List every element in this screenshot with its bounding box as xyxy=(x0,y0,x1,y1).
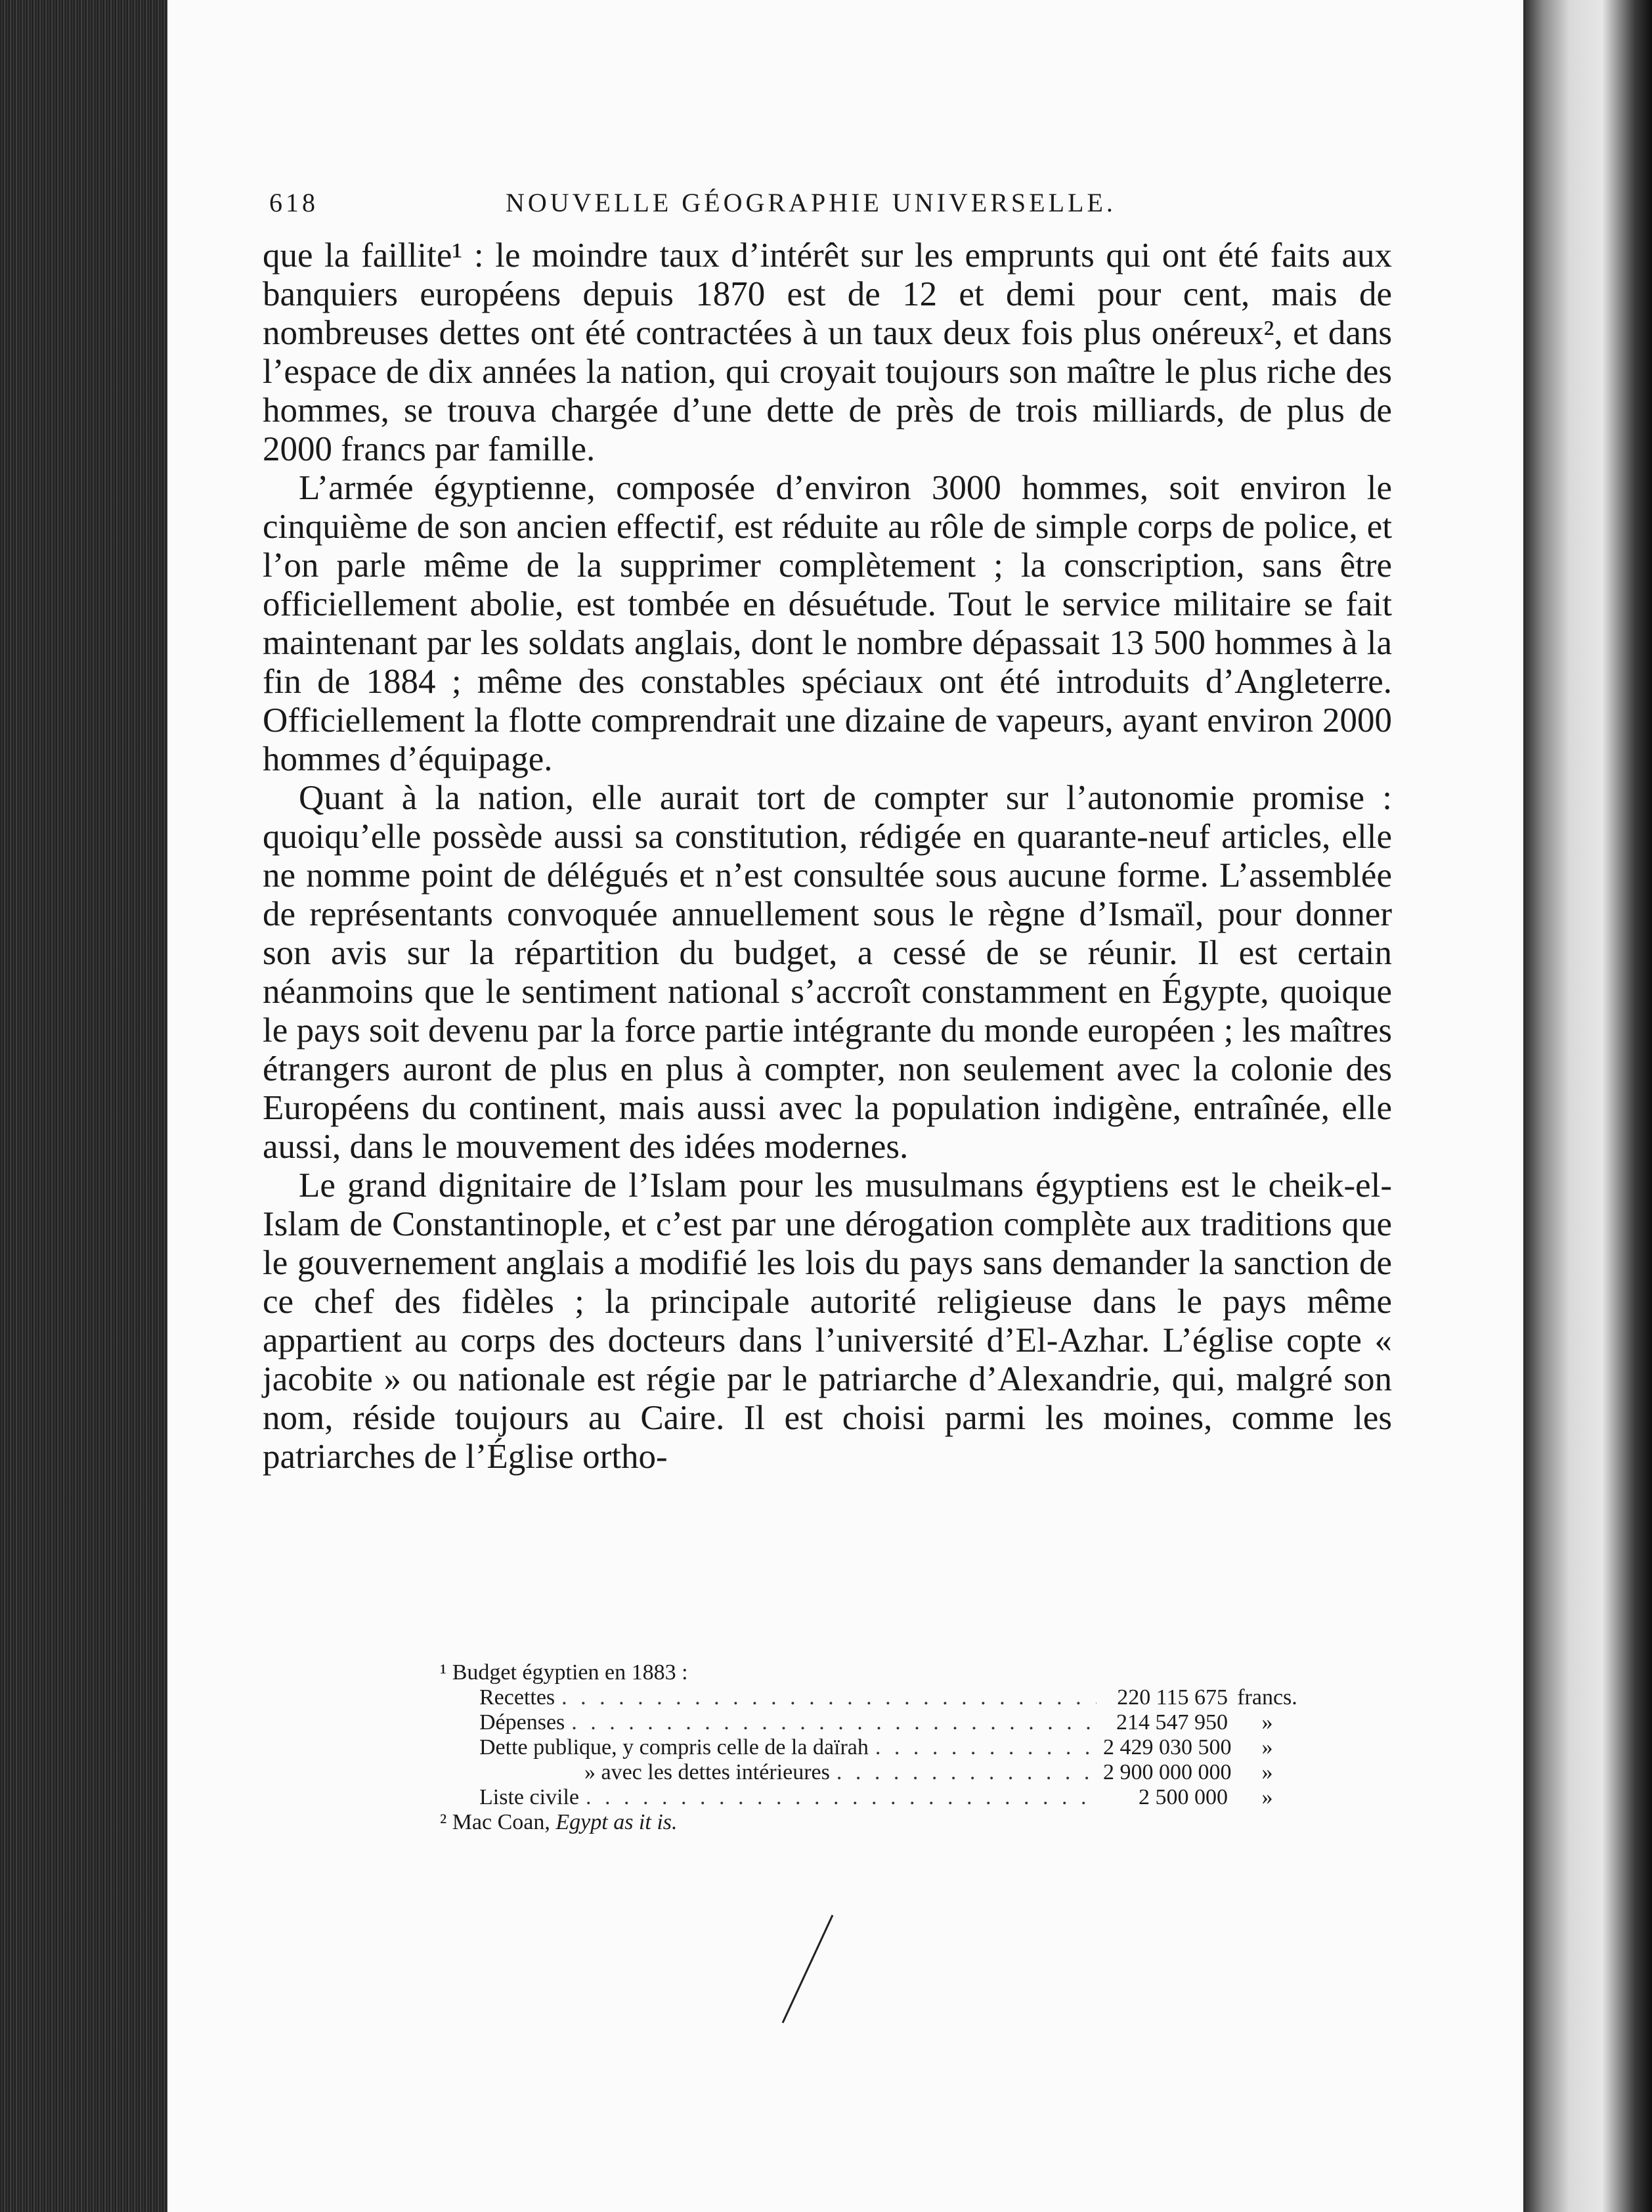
budget-amount: 2 500 000 xyxy=(1139,1785,1228,1809)
leader-dots xyxy=(561,1685,1097,1710)
footnote-marker: ² xyxy=(440,1810,447,1834)
budget-unit: » xyxy=(1261,1785,1273,1809)
paragraph: que la faillite¹ : le moindre taux d’intérêt sur les emprunts qui ont été faits aux banquiers européens depuis 1870 est de 12 et demi pour cent, mais de nombreuses dettes ont été contractées à un taux deux fois plus onéreux², et dans l’espace de dix années la nation, qui croyait toujours son maître le plus riche des hommes, se trouva chargée d’une dette de près de trois milliards, de plus de 2000 francs par famille. xyxy=(263,236,1392,468)
leader-dots xyxy=(571,1710,1097,1735)
footnote-title: Budget égyptien en 1883 : xyxy=(452,1660,688,1685)
budget-unit: francs. xyxy=(1237,1685,1297,1710)
budget-unit: » xyxy=(1261,1760,1273,1784)
running-title: NOUVELLE GÉOGRAPHIE UNIVERSELLE. xyxy=(506,188,1116,217)
paragraph: Quant à la nation, elle aurait tort de compter sur l’autonomie promise : quoiqu’elle possède aussi sa constitution, rédigée en quarante-neuf articles, elle ne nomme point de délégués et n’est consultée sous aucune forme. L’assemblée de représentants convoquée annuellement sous le règne d’Ismaïl, pour donner son avis sur la répartition du budget, a cessé de se réunir. Il est certain néanmoins que le sentiment national s’accroît constamment en Égypte, quoique le pays soit devenu par la force partie intégrante du monde européen ; les maîtres étrangers auront de plus en plus à compter, non seulement avec la colonie des Européens du continent, mais aussi avec la population indigène, entraînée, elle aussi, dans le mouvement des idées modernes. xyxy=(263,779,1392,1166)
budget-row xyxy=(479,1785,1307,1810)
paragraph: Le grand dignitaire de l’Islam pour les musulmans égyptiens est le cheik-el-Islam de Constantinople, et c’est par une dérogation complète aux traditions que le gouvernement anglais a modifié les lois du pays sans demander la sanction de ce chef des fidèles ; la principale autorité religieuse dans le pays même appartient au corps des docteurs dans l’université d’El-Azhar. L’église copte « jacobite » ou nationale est régie par le patriarche d’Alexandrie, qui, malgré son nom, réside toujours au Caire. Il est choisi parmi les moines, comme les patriarches de l’Église ortho- xyxy=(263,1166,1392,1476)
budget-amount: 214 547 950 xyxy=(1116,1710,1228,1735)
footnote-book-title: Egypt as it is. xyxy=(555,1810,678,1834)
budget-amount: 2 900 000 000 xyxy=(1103,1760,1232,1784)
page-number: 618 xyxy=(269,188,318,217)
footnote-2 xyxy=(440,1810,1307,1835)
footnote-author: Mac Coan, xyxy=(452,1810,550,1834)
budget-label: Dépenses xyxy=(479,1710,565,1735)
leader-dots xyxy=(875,1735,1097,1760)
leader-dots xyxy=(586,1785,1097,1810)
budget-unit: » xyxy=(1261,1710,1273,1735)
paragraph: L’armée égyptienne, composée d’environ 3000 hommes, soit environ le cinquième de son ancien effectif, est réduite au rôle de simple corps de police, et l’on parle même de la supprimer complètement ; la conscription, sans être officiellement abolie, est tombée en désuétude. Tout le service militaire se fait maintenant par les soldats anglais, dont le nombre dépassait 13 500 hommes à la fin de 1884 ; même des constables spéciaux ont été introduits d’Angleterre. Officiellement la flotte comprendrait une dizaine de vapeurs, ayant environ 2000 hommes d’équipage. xyxy=(263,469,1392,778)
budget-row xyxy=(479,1735,1307,1760)
budget-row xyxy=(479,1710,1307,1735)
leader-dots xyxy=(837,1760,1097,1785)
book-edge-left xyxy=(0,0,171,2212)
budget-row xyxy=(479,1760,1307,1785)
footnote-1 xyxy=(440,1660,1307,1685)
pencil-mark xyxy=(775,1911,840,2029)
body-text xyxy=(263,236,1392,1476)
budget-label: » avec les dettes intérieures xyxy=(584,1760,830,1784)
budget-label: Recettes xyxy=(479,1685,555,1710)
footnote-marker: ¹ xyxy=(440,1660,447,1685)
page-header xyxy=(269,187,1379,227)
budget-row xyxy=(479,1685,1307,1710)
budget-amount: 220 115 675 xyxy=(1117,1685,1228,1710)
budget-label: Liste civile xyxy=(479,1785,580,1809)
budget-amount: 2 429 030 500 xyxy=(1103,1735,1232,1759)
budget-label: Dette publique, y compris celle de la daïrah xyxy=(479,1735,869,1759)
book-edge-right xyxy=(1523,0,1652,2212)
footnotes xyxy=(440,1660,1307,1835)
budget-unit: » xyxy=(1261,1735,1273,1759)
